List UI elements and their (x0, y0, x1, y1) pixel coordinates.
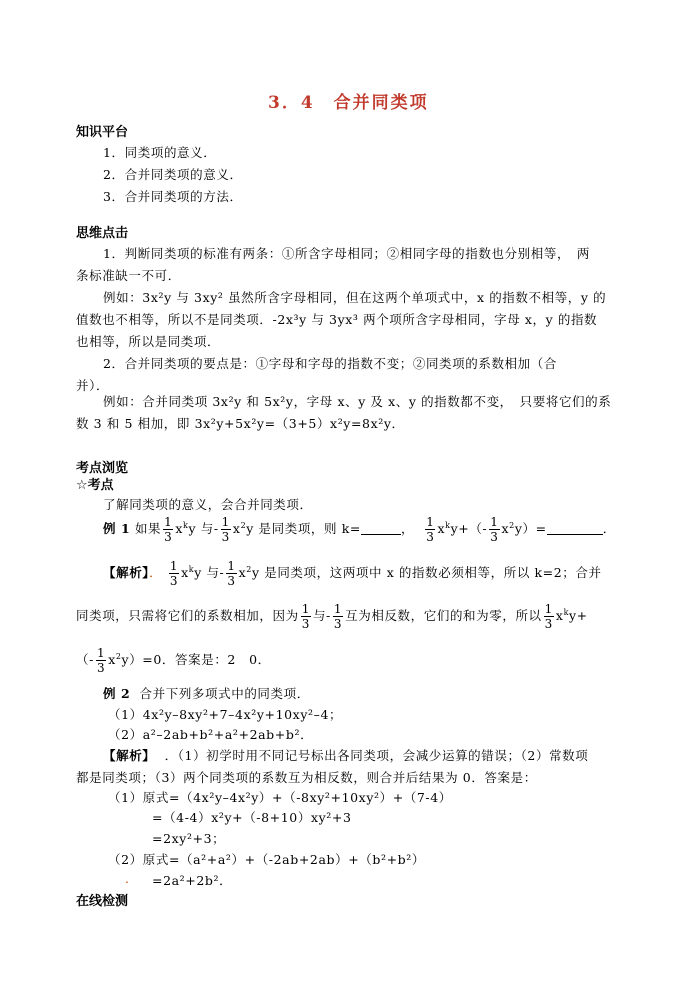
thinking-heading: 思维点击 (76, 226, 129, 241)
fraction: $\frac{1}{3}$ (96, 646, 106, 675)
thinking-p3-line2: 并）． (76, 378, 110, 393)
solution-2-step3: =2xy²+3； (152, 831, 226, 846)
answer-blank-2[interactable] (547, 522, 603, 535)
thinking-p2-line3: 也相等，所以是同类项． (76, 334, 221, 349)
solution-1-line2: 同类项，只需将它们的系数相加，因为 $\frac{1}{3}$ 与- $\frac{1}{3}$ 互为相反数，它们的和为零，所以 $\frac{1}{3}$ $x^ky+$ (76, 602, 588, 631)
fraction: $\frac{1}{3}$ (227, 559, 236, 588)
fraction: $\frac{1}{3}$ (164, 515, 173, 544)
fraction: $\frac{1}{3}$ (333, 602, 343, 631)
answer-blank-1[interactable] (361, 522, 401, 535)
fraction: $\frac{1}{3}$ (301, 602, 310, 631)
bullet-dot: . (125, 871, 129, 886)
solution-2-step5: =2a²+2b²． (152, 873, 233, 888)
thinking-p1-line2: 条标准缺一不可． (76, 268, 181, 283)
exam-subheading: ☆考点 (76, 478, 114, 493)
online-heading: 在线检测 (76, 894, 129, 909)
solution-1-label: 【解析】 (103, 565, 150, 580)
fraction: $\frac{1}{3}$ (544, 602, 553, 631)
thinking-p2-line1: 例如：3x²y 与 3xy² 虽然所含字母相同，但在这两个单项式中，x 的指数不相等，y 的 (103, 290, 607, 305)
example-2-q1: （1）4x²y–8xy²+7–4x²y+10xy²–4； (108, 707, 343, 722)
thinking-p4-line1: 例如：合并同类项 3x²y 和 5x²y，字母 x、y 及 x、y 的指数都不变， 只要将它们的系 (103, 394, 612, 409)
fraction: $\frac{1}{3}$ (490, 515, 499, 544)
thinking-p1-line1: 1．判断同类项的标准有两条：①所含字母相同；②相同字母的指数也分别相等， 两 (103, 246, 591, 261)
example-2-q2: （2）a²–2ab+b²+a²+2ab+b²． (108, 727, 314, 742)
solution-2-line2: 都是同类项；（3）两个同类项的系数互为相反数，则合并后结果为 0．答案是： (76, 770, 537, 785)
knowledge-item-2: 2．合并同类项的意义． (103, 167, 243, 182)
solution-1-line3: （- $\frac{1}{3}$ $x^2y)=0$．答案是：2 0． (76, 646, 271, 675)
thinking-p2-line2: 值数也不相等，所以不是同类项．-2x³y 与 3yx³ 两个项所含字母相同，字母 x，y 的指数 (76, 312, 598, 327)
fraction: $\frac{1}{3}$ (426, 515, 435, 544)
knowledge-item-1: 1．同类项的意义． (103, 145, 217, 160)
solution-2-step4: （2）原式=（a²+a²）+（-2ab+2ab）+（b²+b²） (108, 852, 425, 867)
example-1-label: 例 1 (103, 521, 131, 536)
solution-2-label: 【解析】 (103, 748, 156, 763)
example-1: 例 1 如果 $\frac{1}{3}$ $x^ky$ 与- $\frac{1}{3}$ $x^2y$ 是同类项，则 k= ， $\frac{1}{3}$ $x^ky+(-$ $\frac{1}{3}$ $x^2y)=$ ． (103, 515, 616, 544)
fraction: $\frac{1}{3}$ (169, 559, 179, 588)
solution-2-step2: =（4-4）x²y+（-8+10）xy²+3 (152, 810, 352, 825)
knowledge-item-3: 3．合并同类项的方法． (103, 189, 243, 204)
page-title: 3．4 合并同类项 (268, 93, 429, 113)
solution-2-step1: （1）原式=（4x²y–4x²y）+（-8xy²+10xy²）+（7-4） (108, 790, 452, 805)
exam-point-line: 了解同类项的意义，会合并同类项． (103, 497, 313, 512)
fraction: $\frac{1}{3}$ (221, 515, 230, 544)
exam-heading: 考点浏览 (76, 461, 129, 476)
knowledge-heading: 知识平台 (76, 125, 129, 140)
solution-2-line1: 【解析】 ．（1）初学时用不同记号标出各同类项，会减少运算的错误；（2）常数项 (103, 748, 589, 763)
thinking-p4-line2: 数 3 和 5 相加，即 3x²y+5x²y=（3+5）x²y=8x²y． (76, 416, 405, 431)
solution-1-line1: 【解析】． $\frac{1}{3}$ $x^ky$ 与- $\frac{1}{3}$ $x^2y$ 是同类项，这两项中 x 的指数必须相等，所以 k=2；合并 (103, 559, 602, 588)
example-2: 例 2 合并下列多项式中的同类项． (103, 686, 310, 701)
example-2-label: 例 2 (103, 686, 131, 701)
thinking-p3-line1: 2．合并同类项的要点是：①字母和字母的指数不变；②同类项的系数相加（合 (103, 356, 557, 371)
